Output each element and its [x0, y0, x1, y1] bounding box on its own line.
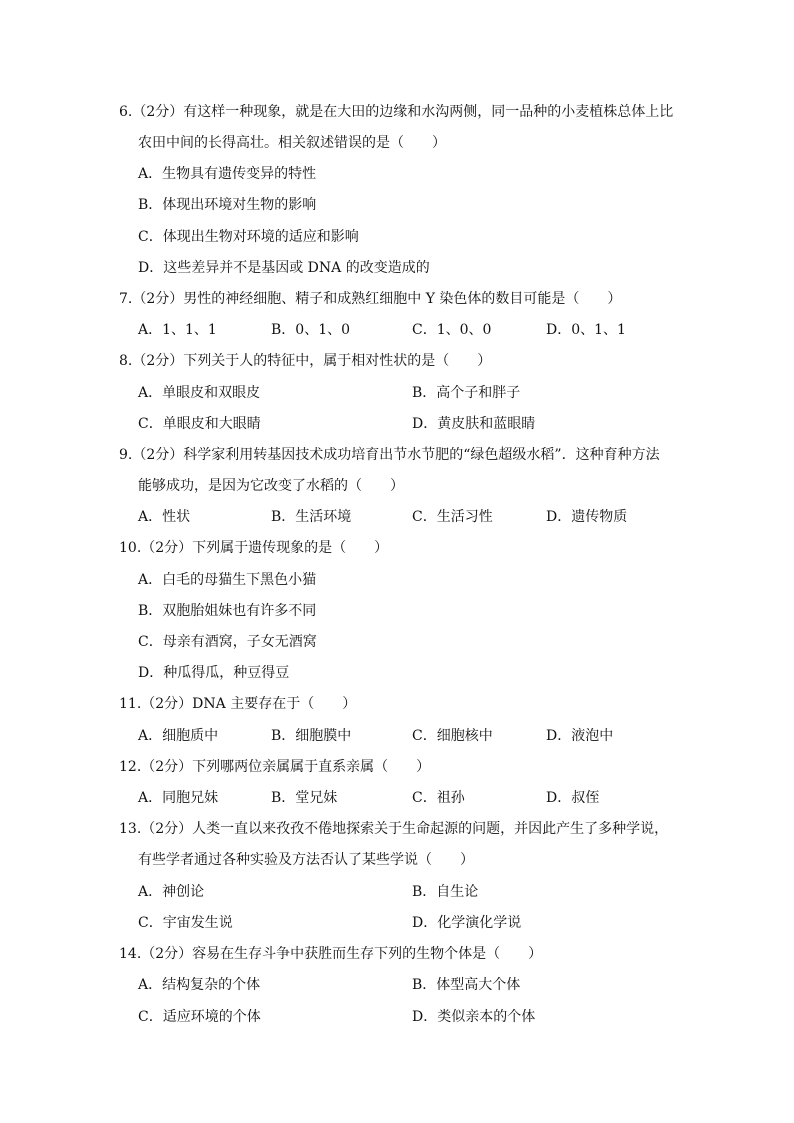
question-11-stem: 11.（2分）DNA 主要存在于（ ）	[119, 696, 357, 712]
question-12-option-a: A．同胞兄妹	[138, 790, 219, 806]
question-8-option-d: D．黄皮肤和蓝眼睛	[412, 416, 536, 432]
question-7-option-c: C．1、0、0	[412, 322, 492, 338]
question-13-option-b: B．自生论	[412, 884, 479, 900]
question-11-option-b: B．细胞膜中	[271, 728, 352, 744]
question-8-option-a: A．单眼皮和双眼皮	[138, 385, 261, 401]
question-7-option-a: A．1、1、1	[138, 322, 217, 338]
question-13-option-c: C．宇宙发生说	[138, 915, 233, 931]
question-13-stem-continued: 有些学者通过各种实验及方法否认了某些学说（ ）	[138, 852, 474, 868]
question-6-option-b: B．体现出环境对生物的影响	[138, 197, 317, 213]
question-10-option-b: B．双胞胎姐妹也有许多不同	[138, 603, 317, 619]
question-14-option-d: D．类似亲本的个体	[412, 1009, 536, 1025]
question-9-option-b: B．生活环境	[271, 509, 352, 525]
question-11-option-d: D．液泡中	[546, 728, 614, 744]
question-13-option-d: D．化学演化学说	[412, 915, 522, 931]
question-8-stem: 8.（2分）下列关于人的特征中，属于相对性状的是（ ）	[119, 353, 492, 369]
question-9-option-d: D．遗传物质	[546, 509, 628, 525]
question-6-option-d: D．这些差异并不是基因或 DNA 的改变造成的	[138, 260, 430, 276]
question-11-option-a: A．细胞质中	[138, 728, 219, 744]
question-6-option-c: C．体现出生物对环境的适应和影响	[138, 229, 359, 245]
question-14-option-b: B．体型高大个体	[412, 977, 521, 993]
question-7-option-b: B．0、1、0	[271, 322, 351, 338]
question-10-option-d: D．种瓜得瓜，种豆得豆	[138, 665, 290, 681]
question-10-stem: 10.（2分）下列属于遗传现象的是（ ）	[119, 540, 389, 556]
question-7-option-d: D．0、1、1	[546, 322, 626, 338]
question-12-option-c: C．祖孙	[412, 790, 465, 806]
question-14-option-c: C．适应环境的个体	[138, 1009, 261, 1025]
question-9-option-c: C．生活习性	[412, 509, 493, 525]
question-9-stem: 9.（2分）科学家利用转基因技术成功培育出节水节肥的“绿色超级水稻”．这种育种方法	[119, 447, 660, 463]
question-14-stem: 14.（2分）容易在生存斗争中获胜而生存下列的生物个体是（ ）	[119, 946, 543, 962]
question-10-option-c: C．母亲有酒窝，子女无酒窝	[138, 634, 317, 650]
question-13-option-a: A．神创论	[138, 884, 205, 900]
question-11-option-c: C．细胞核中	[412, 728, 493, 744]
question-9-option-a: A．性状	[138, 509, 191, 525]
question-6-stem: 6.（2分）有这样一种现象，就是在大田的边缘和水沟两侧，同一品种的小麦植株总体上比	[119, 104, 674, 120]
question-12-option-d: D．叔侄	[546, 790, 600, 806]
question-10-option-a: A．白毛的母猫生下黑色小猫	[138, 572, 317, 588]
question-9-stem-continued: 能够成功，是因为它改变了水稻的（ ）	[138, 478, 404, 494]
question-12-option-b: B．堂兄妹	[271, 790, 338, 806]
question-13-stem: 13.（2分）人类一直以来孜孜不倦地探索关于生命起源的问题，并因此产生了多种学说，	[119, 821, 669, 837]
question-8-option-b: B．高个子和胖子	[412, 385, 521, 401]
question-14-option-a: A．结构复杂的个体	[138, 977, 261, 993]
question-6-stem-continued: 农田中间的长得高壮。相关叙述错误的是（ ）	[138, 135, 446, 151]
question-7-stem: 7.（2分）男性的神经细胞、精子和成熟红细胞中 Y 染色体的数目可能是（ ）	[119, 291, 622, 307]
question-6-option-a: A．生物具有遗传变异的特性	[138, 166, 317, 182]
question-8-option-c: C．单眼皮和大眼睛	[138, 416, 261, 432]
question-12-stem: 12.（2分）下列哪两位亲属属于直系亲属（ ）	[119, 759, 431, 775]
